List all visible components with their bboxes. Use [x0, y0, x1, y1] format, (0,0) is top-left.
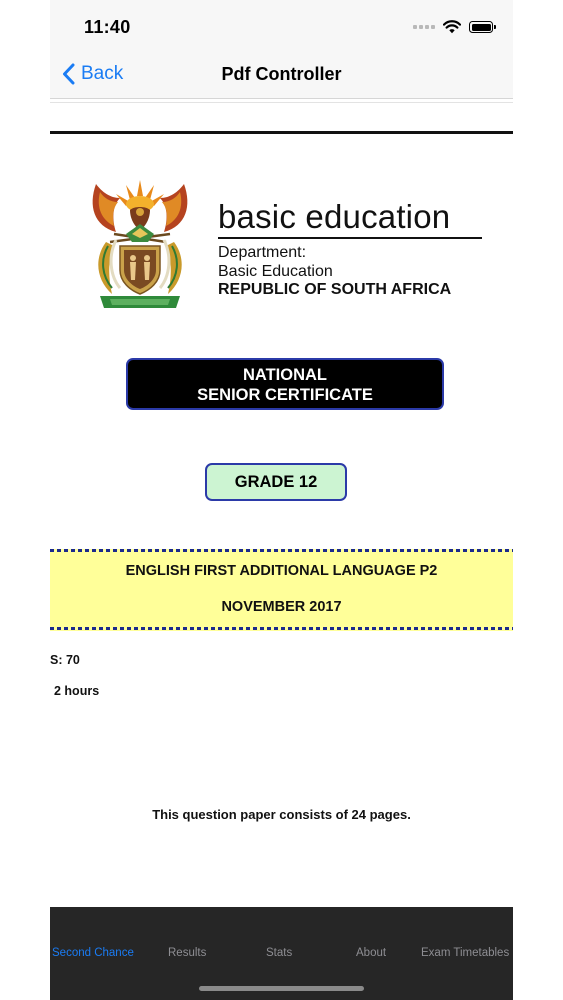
- certificate-line2: SENIOR CERTIFICATE: [197, 386, 373, 404]
- subject-title: ENGLISH FIRST ADDITIONAL LANGUAGE P2: [125, 563, 438, 579]
- pdf-page[interactable]: [50, 104, 513, 907]
- brand-title: basic education: [218, 198, 451, 235]
- time-label: 2 hours: [54, 684, 100, 698]
- navigation-bar: [50, 50, 513, 99]
- marks-label: S: 70: [50, 653, 80, 667]
- tab-exam-timetables[interactable]: Exam Timetables: [421, 947, 510, 959]
- nav-divider: [50, 102, 513, 103]
- tab-stats[interactable]: Stats: [266, 947, 293, 959]
- department-line2: Basic Education: [218, 263, 333, 280]
- department-line1: Department:: [218, 244, 307, 261]
- status-icons: [413, 19, 493, 35]
- tab-bar: [50, 907, 513, 1000]
- coat-of-arms-logo: [86, 176, 194, 312]
- dash-border-top: [50, 549, 513, 552]
- certificate-box: [126, 358, 444, 410]
- brand-underline: [218, 237, 482, 239]
- subject-band: [50, 549, 513, 631]
- country-name: REPUBLIC OF SOUTH AFRICA: [218, 281, 452, 298]
- tab-results[interactable]: Results: [168, 947, 207, 959]
- header-rule: [50, 131, 513, 134]
- home-indicator[interactable]: [199, 986, 364, 991]
- back-label: Back: [81, 63, 124, 84]
- tab-about[interactable]: About: [356, 947, 387, 959]
- tab-second-chance[interactable]: Second Chance: [52, 947, 134, 959]
- exam-session: NOVEMBER 2017: [221, 599, 342, 615]
- department-name: [218, 243, 333, 281]
- grade-box: GRADE 12: [205, 463, 347, 501]
- status-bar: [50, 0, 513, 50]
- dash-border-bottom: [50, 627, 513, 630]
- nav-title: Pdf Controller: [221, 64, 342, 84]
- certificate-line1: NATIONAL: [242, 366, 327, 384]
- status-time: 11:40: [84, 17, 131, 37]
- cellular-signal-icon: [413, 25, 435, 29]
- wifi-icon: [443, 20, 461, 34]
- page-count-note: This question paper consists of 24 pages.: [152, 807, 411, 822]
- battery-icon: [469, 21, 493, 33]
